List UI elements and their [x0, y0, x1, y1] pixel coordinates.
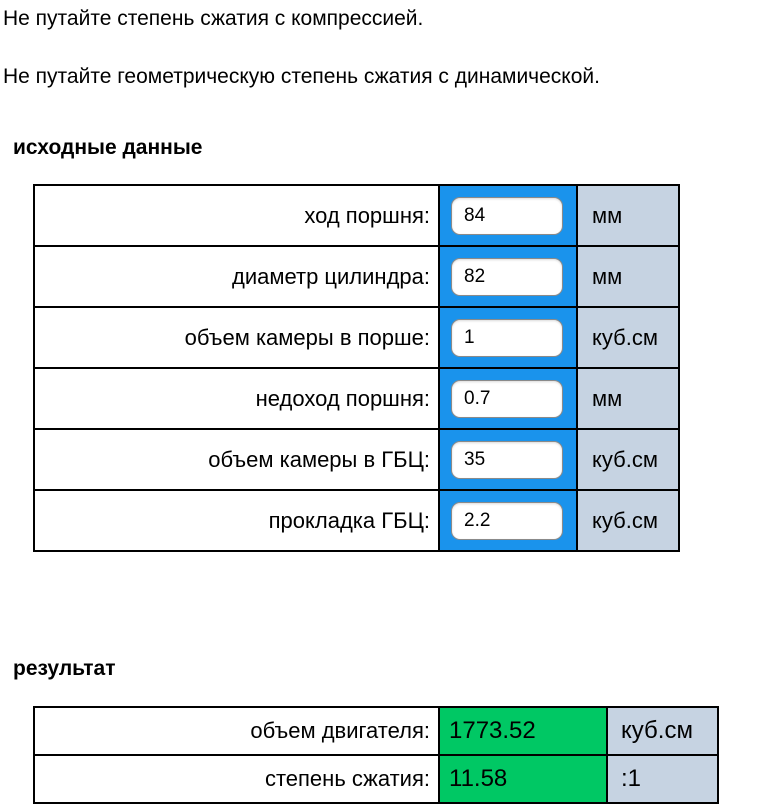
note-compression: Не путайте степень сжатия с компрессией. — [3, 7, 424, 30]
note-geometric-vs-dynamic: Не путайте геометрическую степень сжатия с динамической. — [3, 65, 600, 88]
compression-ratio-unit: :1 — [607, 755, 718, 803]
deck-clearance-label: недоход поршня: — [34, 368, 439, 429]
bore-unit: мм — [577, 246, 679, 307]
input-section-title: исходные данные — [13, 136, 203, 159]
input-row-head-gasket — [34, 490, 679, 551]
stroke-unit: мм — [577, 185, 679, 246]
input-table — [33, 184, 680, 552]
stroke-label: ход поршня: — [34, 185, 439, 246]
bore-field-cell — [439, 246, 577, 307]
displacement-unit: куб.см — [607, 707, 718, 755]
head-gasket-field-cell — [439, 490, 577, 551]
piston-chamber-field-cell — [439, 307, 577, 368]
result-section-title: результат — [13, 657, 116, 680]
piston-chamber-label: объем камеры в порше: — [34, 307, 439, 368]
stroke-field-cell — [439, 185, 577, 246]
head-chamber-field-cell — [439, 429, 577, 490]
displacement-value: 1773.52 — [439, 707, 607, 755]
displacement-label: объем двигателя: — [34, 707, 439, 755]
input-row-deck-clearance — [34, 368, 679, 429]
stroke-input[interactable] — [451, 197, 563, 235]
head-gasket-label: прокладка ГБЦ: — [34, 490, 439, 551]
head-gasket-unit: куб.см — [577, 490, 679, 551]
input-row-head-chamber — [34, 429, 679, 490]
compression-ratio-label: степень сжатия: — [34, 755, 439, 803]
input-row-stroke — [34, 185, 679, 246]
result-table — [33, 706, 719, 804]
deck-clearance-field-cell — [439, 368, 577, 429]
result-row-displacement — [34, 707, 718, 755]
piston-chamber-input[interactable] — [451, 319, 563, 357]
head-chamber-input[interactable] — [451, 441, 563, 479]
input-row-piston-chamber — [34, 307, 679, 368]
deck-clearance-unit: мм — [577, 368, 679, 429]
head-chamber-label: объем камеры в ГБЦ: — [34, 429, 439, 490]
input-row-bore — [34, 246, 679, 307]
head-gasket-input[interactable] — [451, 502, 563, 540]
bore-input[interactable] — [451, 258, 563, 296]
bore-label: диаметр цилиндра: — [34, 246, 439, 307]
piston-chamber-unit: куб.см — [577, 307, 679, 368]
compression-ratio-value: 11.58 — [439, 755, 607, 803]
result-row-compression-ratio — [34, 755, 718, 803]
deck-clearance-input[interactable] — [451, 380, 563, 418]
head-chamber-unit: куб.см — [577, 429, 679, 490]
